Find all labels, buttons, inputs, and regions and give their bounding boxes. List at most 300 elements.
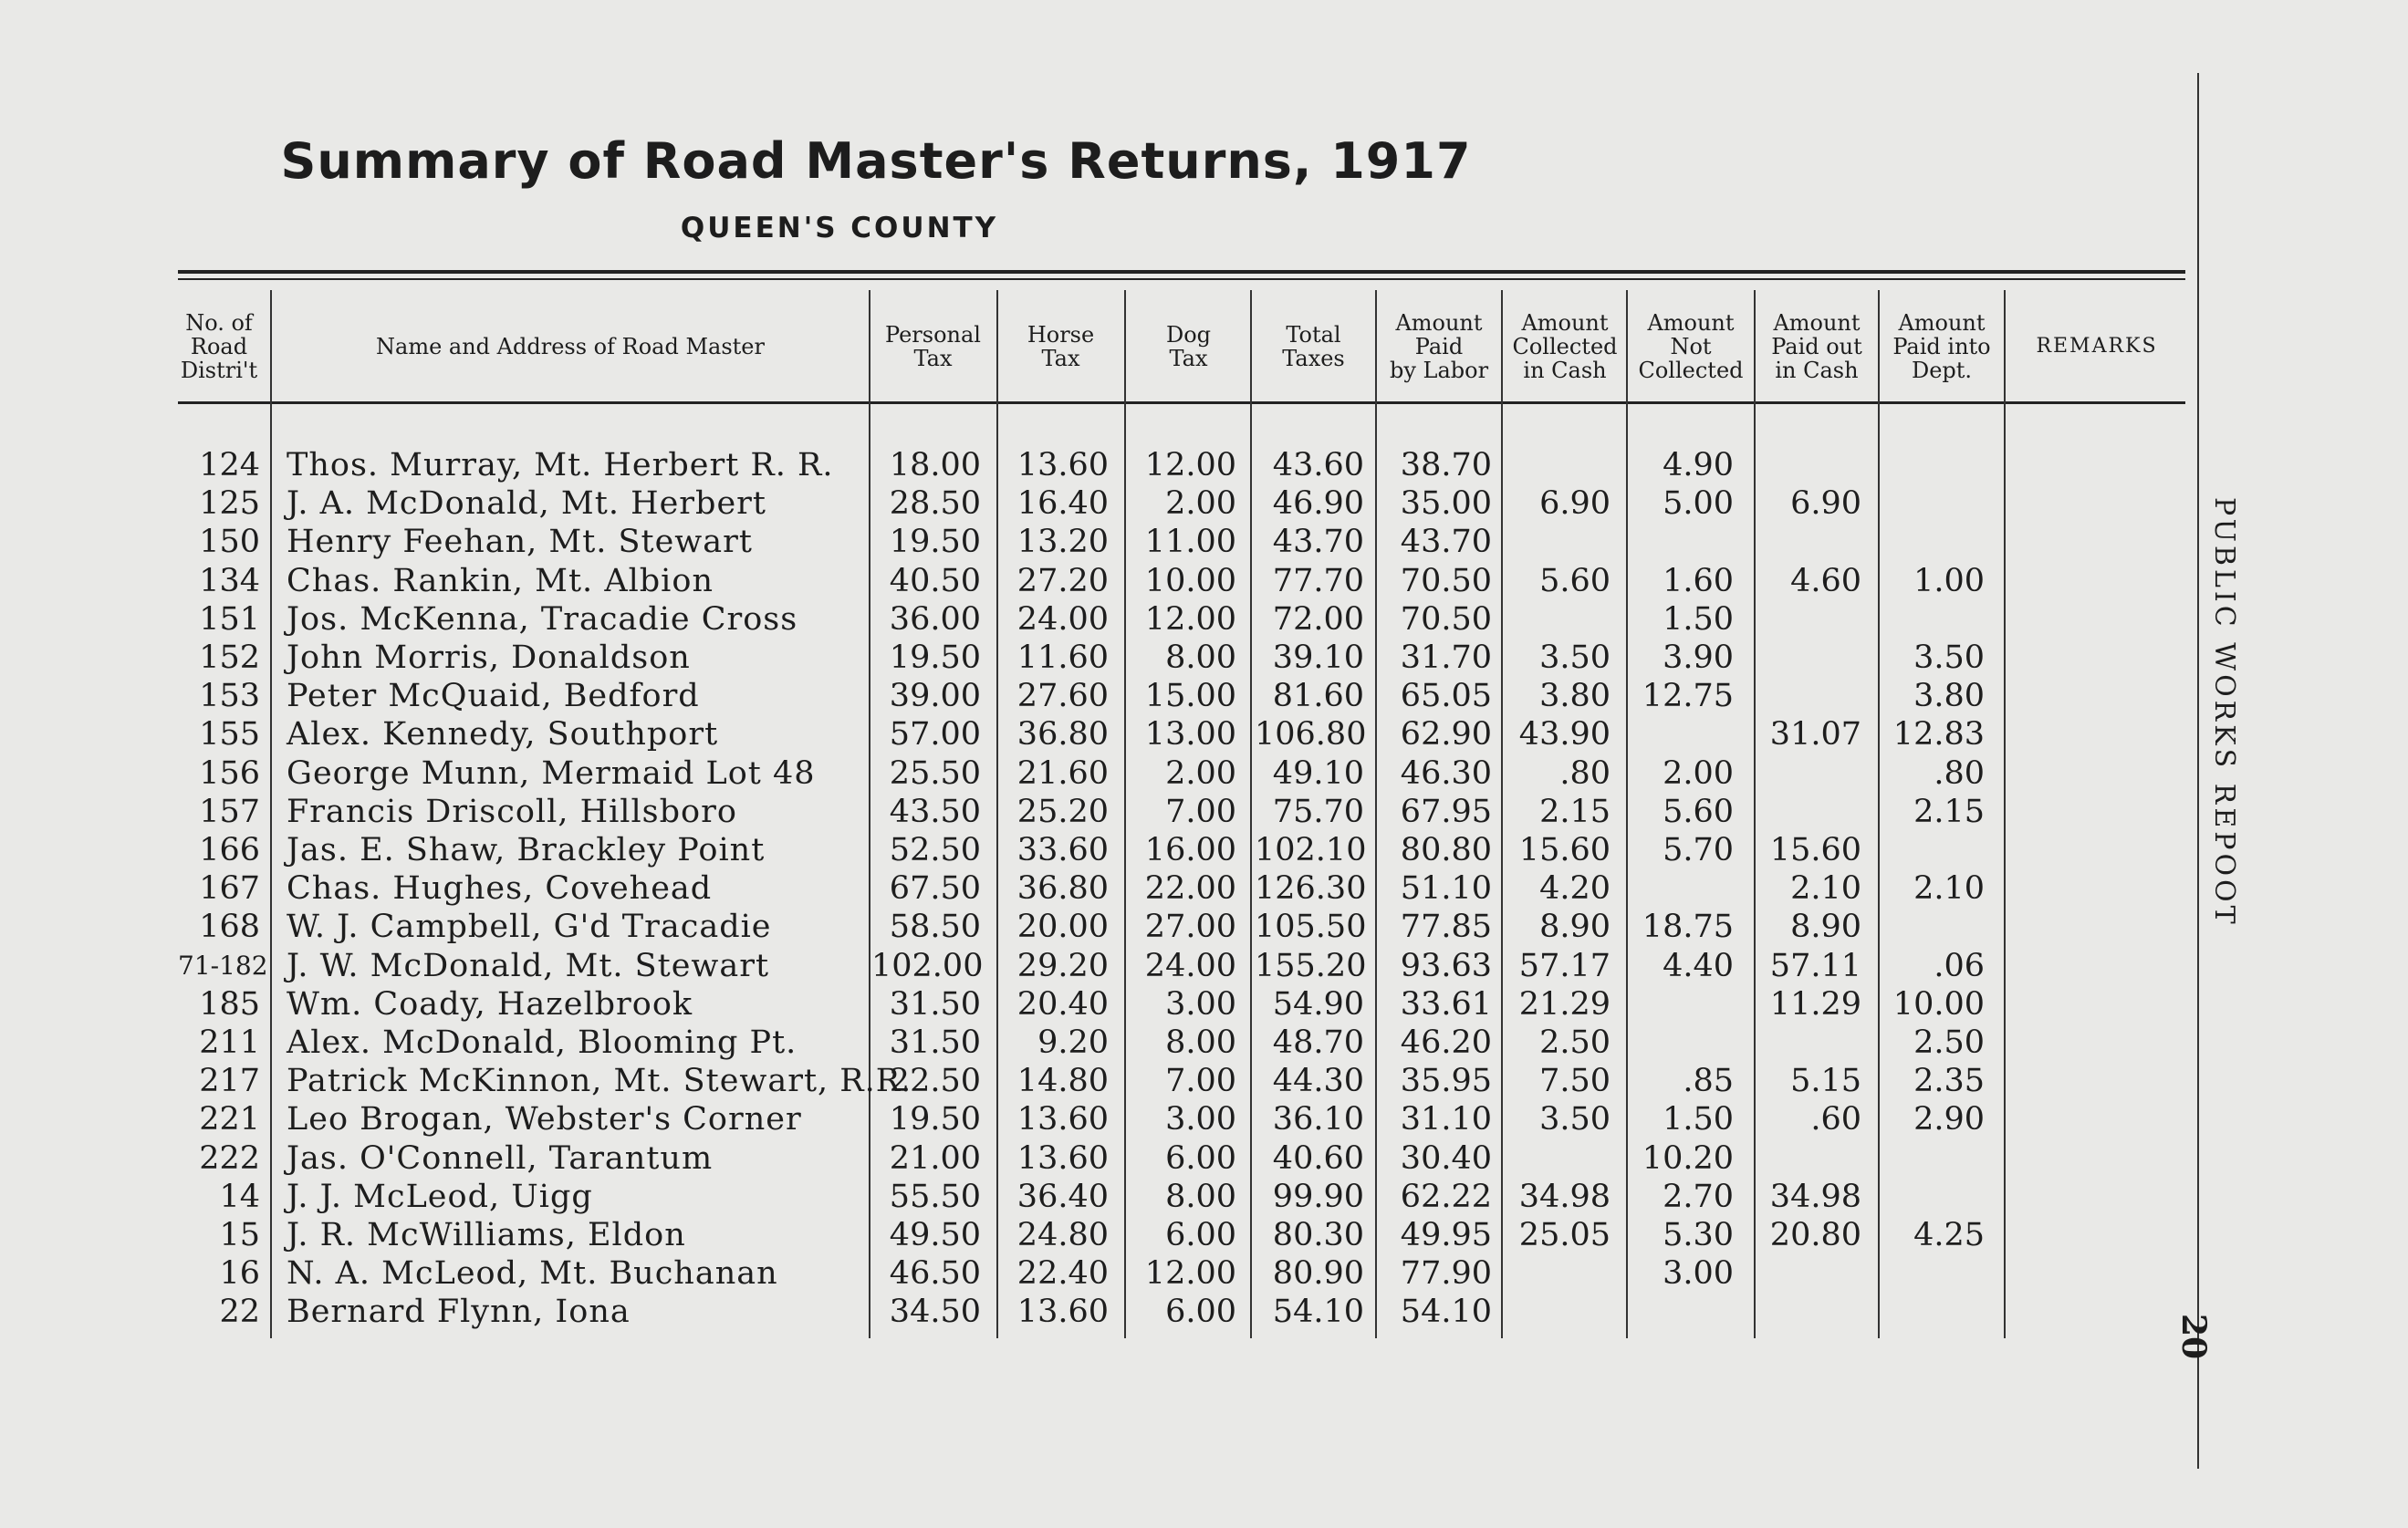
remarks-cell — [2007, 601, 2172, 638]
district-no-cell: 152 — [199, 639, 260, 676]
paid-out-in-cash-cell — [1756, 794, 1861, 830]
not-collected-cell — [1633, 1024, 1734, 1061]
horse-tax-cell: 27.60 — [1016, 678, 1109, 715]
collected-in-cash-cell — [1510, 447, 1611, 483]
paid-into-dept-cell: 3.50 — [1913, 639, 1985, 676]
remarks-cell — [2007, 1140, 2172, 1177]
remarks-cell — [2007, 986, 2172, 1023]
dog-tax-cell: 22.00 — [1144, 870, 1236, 908]
column-divider — [1124, 290, 1126, 1338]
total-taxes-cell: 43.60 — [1272, 447, 1364, 483]
district-no-cell: 167 — [199, 870, 260, 908]
paid-out-in-cash-cell: 31.07 — [1769, 716, 1861, 754]
page-number: 20 — [2174, 1314, 2213, 1360]
road-master-cell: Patrick McKinnon, Mt. Stewart, R.R. — [287, 1063, 912, 1100]
total-taxes-cell: 46.90 — [1272, 485, 1364, 523]
horse-tax-cell: 29.20 — [1016, 947, 1109, 984]
horse-tax-cell: 16.40 — [1016, 485, 1109, 523]
road-master-cell: George Munn, Mermaid Lot 48 — [287, 754, 816, 792]
district-no-cell: 124 — [199, 447, 260, 483]
district-no-cell: 222 — [199, 1139, 260, 1177]
personal-tax-cell: 52.50 — [889, 832, 981, 868]
dog-tax-cell: 8.00 — [1165, 1024, 1236, 1061]
personal-tax-cell: 55.50 — [889, 1178, 981, 1215]
not-collected-cell — [1633, 716, 1734, 753]
horse-tax-cell: 13.20 — [1016, 524, 1109, 561]
paid-by-labor-cell: 80.80 — [1400, 832, 1492, 868]
personal-tax-cell: 25.50 — [889, 754, 981, 792]
dog-tax-cell: 27.00 — [1144, 909, 1236, 946]
paid-by-labor-cell: 77.90 — [1400, 1255, 1492, 1293]
paid-out-in-cash-cell — [1756, 447, 1861, 483]
road-master-cell: Alex. Kennedy, Southport — [287, 716, 719, 754]
road-master-cell: Alex. McDonald, Blooming Pt. — [287, 1024, 797, 1061]
not-collected-cell: 10.20 — [1642, 1139, 1734, 1177]
paid-into-dept-cell — [1880, 447, 1985, 483]
road-master-cell: J. W. McDonald, Mt. Stewart — [287, 947, 770, 984]
collected-in-cash-cell: 25.05 — [1518, 1217, 1611, 1253]
paid-into-dept-cell: 12.83 — [1892, 716, 1985, 754]
personal-tax-cell: 28.50 — [889, 485, 981, 523]
paid-out-in-cash-cell: 6.90 — [1790, 485, 1861, 523]
paid-by-labor-cell: 70.50 — [1400, 562, 1492, 599]
remarks-cell — [2007, 1255, 2172, 1292]
header-bottom-rule — [178, 401, 2185, 404]
personal-tax-cell: 39.00 — [889, 678, 981, 715]
horse-tax-cell: 22.40 — [1016, 1255, 1109, 1293]
personal-tax-cell: 34.50 — [889, 1294, 981, 1331]
column-divider — [1375, 290, 1377, 1338]
paid-by-labor-cell: 65.05 — [1400, 678, 1492, 715]
horse-tax-cell: 36.80 — [1016, 870, 1109, 908]
paid-out-in-cash-cell — [1756, 678, 1861, 714]
paid-into-dept-cell: 2.90 — [1913, 1101, 1985, 1138]
total-taxes-cell: 126.30 — [1255, 870, 1367, 908]
remarks-cell — [2007, 832, 2172, 868]
header-horse-tax: Horse Tax — [1027, 322, 1095, 371]
not-collected-cell: 5.60 — [1663, 793, 1734, 830]
paid-into-dept-cell — [1880, 601, 1985, 638]
top-rule-thin — [178, 278, 2185, 280]
not-collected-cell: 5.00 — [1663, 485, 1734, 523]
header-remarks: REMARKS — [2036, 335, 2158, 358]
paid-by-labor-cell: 51.10 — [1400, 870, 1492, 908]
column-divider — [996, 290, 998, 1338]
dog-tax-cell: 11.00 — [1144, 524, 1236, 561]
not-collected-cell: 12.75 — [1642, 678, 1734, 715]
not-collected-cell — [1633, 524, 1734, 560]
personal-tax-cell: 46.50 — [889, 1255, 981, 1293]
dog-tax-cell: 12.00 — [1144, 447, 1236, 483]
horse-tax-cell: 33.60 — [1016, 832, 1109, 868]
paid-into-dept-cell — [1880, 832, 1985, 868]
district-no-cell: 150 — [199, 524, 260, 561]
collected-in-cash-cell: 21.29 — [1518, 985, 1611, 1023]
dog-tax-cell: 24.00 — [1144, 947, 1236, 984]
paid-into-dept-cell: 10.00 — [1892, 985, 1985, 1023]
paid-into-dept-cell — [1880, 1179, 1985, 1215]
personal-tax-cell: 49.50 — [889, 1217, 981, 1253]
dog-tax-cell: 8.00 — [1165, 1178, 1236, 1215]
dog-tax-cell: 10.00 — [1144, 562, 1236, 599]
horse-tax-cell: 9.20 — [1037, 1024, 1109, 1061]
personal-tax-cell: 21.00 — [889, 1139, 981, 1177]
paid-out-in-cash-cell: 57.11 — [1769, 947, 1861, 984]
road-master-cell: Francis Driscoll, Hillsboro — [287, 793, 737, 830]
paid-out-in-cash-cell: 15.60 — [1769, 832, 1861, 868]
district-no-cell: 15 — [219, 1217, 260, 1253]
personal-tax-cell: 19.50 — [889, 1101, 981, 1138]
personal-tax-cell: 57.00 — [889, 716, 981, 754]
header-paid-out-in-cash: Amount Paid out in Cash — [1771, 310, 1862, 383]
paid-by-labor-cell: 77.85 — [1400, 909, 1492, 946]
horse-tax-cell: 13.60 — [1016, 1139, 1109, 1177]
paid-out-in-cash-cell: 8.90 — [1790, 909, 1861, 946]
paid-out-in-cash-cell — [1756, 1024, 1861, 1061]
total-taxes-cell: 39.10 — [1272, 639, 1364, 676]
remarks-cell — [2007, 909, 2172, 945]
header-dog-tax: Dog Tax — [1165, 322, 1212, 371]
district-no-cell: 217 — [199, 1063, 260, 1100]
horse-tax-cell: 36.80 — [1016, 716, 1109, 754]
remarks-cell — [2007, 485, 2172, 522]
not-collected-cell: 2.70 — [1663, 1178, 1734, 1215]
total-taxes-cell: 54.90 — [1272, 985, 1364, 1023]
column-divider — [1754, 290, 1756, 1338]
column-divider — [1501, 290, 1503, 1338]
paid-by-labor-cell: 62.22 — [1400, 1178, 1492, 1215]
remarks-cell — [2007, 524, 2172, 560]
collected-in-cash-cell: 5.60 — [1539, 562, 1611, 599]
paid-out-in-cash-cell: 2.10 — [1790, 870, 1861, 908]
paid-into-dept-cell — [1880, 1294, 1985, 1330]
collected-in-cash-cell: 57.17 — [1518, 947, 1611, 984]
collected-in-cash-cell: 4.20 — [1539, 870, 1611, 908]
paid-out-in-cash-cell — [1756, 601, 1861, 638]
collected-in-cash-cell: 2.50 — [1539, 1024, 1611, 1061]
personal-tax-cell: 31.50 — [889, 1024, 981, 1061]
road-master-cell: Thos. Murray, Mt. Herbert R. R. — [287, 447, 834, 483]
district-no-cell: 71-182 — [178, 950, 268, 981]
paid-by-labor-cell: 31.10 — [1400, 1101, 1492, 1138]
dog-tax-cell: 6.00 — [1165, 1139, 1236, 1177]
paid-into-dept-cell: 2.50 — [1913, 1024, 1985, 1061]
collected-in-cash-cell — [1510, 601, 1611, 638]
district-no-cell: 155 — [199, 716, 260, 754]
dog-tax-cell: 6.00 — [1165, 1294, 1236, 1331]
personal-tax-cell: 67.50 — [889, 870, 981, 908]
not-collected-cell: 1.60 — [1663, 562, 1734, 599]
paid-out-in-cash-cell — [1756, 1294, 1861, 1330]
paid-into-dept-cell: 2.15 — [1913, 793, 1985, 830]
total-taxes-cell: 44.30 — [1272, 1063, 1364, 1100]
horse-tax-cell: 13.60 — [1016, 1101, 1109, 1138]
paid-by-labor-cell: 33.61 — [1400, 985, 1492, 1023]
paid-by-labor-cell: 30.40 — [1400, 1139, 1492, 1177]
horse-tax-cell: 11.60 — [1016, 639, 1109, 676]
total-taxes-cell: 99.90 — [1272, 1178, 1364, 1215]
collected-in-cash-cell: 3.80 — [1539, 678, 1611, 715]
paid-by-labor-cell: 35.95 — [1400, 1063, 1492, 1100]
total-taxes-cell: 102.10 — [1255, 832, 1367, 868]
road-master-cell: J. J. McLeod, Uigg — [287, 1178, 593, 1215]
collected-in-cash-cell — [1510, 1294, 1611, 1330]
district-no-cell: 134 — [199, 562, 260, 599]
dog-tax-cell: 7.00 — [1165, 1063, 1236, 1100]
total-taxes-cell: 43.70 — [1272, 524, 1364, 561]
district-no-cell: 168 — [199, 909, 260, 946]
horse-tax-cell: 27.20 — [1016, 562, 1109, 599]
collected-in-cash-cell: 43.90 — [1518, 716, 1611, 754]
total-taxes-cell: 105.50 — [1255, 909, 1367, 946]
not-collected-cell — [1633, 870, 1734, 907]
road-master-cell: W. J. Campbell, G'd Tracadie — [287, 909, 772, 946]
paid-into-dept-cell: 4.25 — [1913, 1217, 1985, 1253]
district-no-cell: 22 — [219, 1294, 260, 1331]
dog-tax-cell: 16.00 — [1144, 832, 1236, 868]
paid-out-in-cash-cell: 20.80 — [1769, 1217, 1861, 1253]
paid-into-dept-cell — [1880, 485, 1985, 522]
paid-by-labor-cell: 54.10 — [1400, 1294, 1492, 1331]
dog-tax-cell: 7.00 — [1165, 793, 1236, 830]
not-collected-cell: 1.50 — [1663, 600, 1734, 638]
paid-out-in-cash-cell: 4.60 — [1790, 562, 1861, 599]
district-no-cell: 153 — [199, 678, 260, 715]
personal-tax-cell: 36.00 — [889, 600, 981, 638]
dog-tax-cell: 13.00 — [1144, 716, 1236, 754]
paid-out-in-cash-cell — [1756, 524, 1861, 560]
total-taxes-cell: 40.60 — [1272, 1139, 1364, 1177]
remarks-cell — [2007, 447, 2172, 483]
paid-by-labor-cell: 46.30 — [1400, 754, 1492, 792]
paid-out-in-cash-cell — [1756, 755, 1861, 792]
not-collected-cell: 3.00 — [1663, 1255, 1734, 1293]
horse-tax-cell: 13.60 — [1016, 1294, 1109, 1331]
collected-in-cash-cell: 3.50 — [1539, 639, 1611, 676]
remarks-cell — [2007, 1024, 2172, 1061]
road-master-cell: Jas. E. Shaw, Brackley Point — [287, 832, 766, 868]
road-master-cell: Jos. McKenna, Tracadie Cross — [287, 600, 798, 638]
district-no-cell: 157 — [199, 793, 260, 830]
top-rule-thick — [178, 270, 2185, 274]
road-master-cell: John Morris, Donaldson — [287, 639, 691, 676]
district-no-cell: 125 — [199, 485, 260, 523]
collected-in-cash-cell: .80 — [1559, 754, 1611, 792]
paid-by-labor-cell: 67.95 — [1400, 793, 1492, 830]
road-master-cell: Jas. O'Connell, Tarantum — [287, 1139, 714, 1177]
district-no-cell: 16 — [219, 1255, 260, 1293]
paid-out-in-cash-cell — [1756, 1140, 1861, 1177]
paid-out-in-cash-cell: 34.98 — [1769, 1178, 1861, 1215]
paid-by-labor-cell: 43.70 — [1400, 524, 1492, 561]
header-road-master: Name and Address of Road Master — [376, 334, 765, 359]
not-collected-cell: 2.00 — [1663, 754, 1734, 792]
horse-tax-cell: 36.40 — [1016, 1178, 1109, 1215]
remarks-cell — [2007, 755, 2172, 792]
paid-by-labor-cell: 31.70 — [1400, 639, 1492, 676]
paid-out-in-cash-cell: 5.15 — [1790, 1063, 1861, 1100]
not-collected-cell: 4.90 — [1663, 447, 1734, 483]
district-no-cell: 156 — [199, 754, 260, 792]
district-no-cell: 14 — [219, 1178, 260, 1215]
column-divider — [270, 290, 272, 1338]
not-collected-cell: .85 — [1683, 1063, 1734, 1100]
collected-in-cash-cell: 3.50 — [1539, 1101, 1611, 1138]
paid-by-labor-cell: 35.00 — [1400, 485, 1492, 523]
header-paid-into-dept: Amount Paid into Dept. — [1892, 310, 1991, 383]
header-paid-by-labor: Amount Paid by Labor — [1389, 310, 1489, 383]
not-collected-cell — [1633, 1294, 1734, 1330]
paid-by-labor-cell: 70.50 — [1400, 600, 1492, 638]
paid-into-dept-cell — [1880, 524, 1985, 560]
not-collected-cell: 5.30 — [1663, 1217, 1734, 1253]
total-taxes-cell: 48.70 — [1272, 1024, 1364, 1061]
road-master-cell: Bernard Flynn, Iona — [287, 1294, 631, 1331]
remarks-cell — [2007, 716, 2172, 753]
remarks-cell — [2007, 1179, 2172, 1215]
horse-tax-cell: 14.80 — [1016, 1063, 1109, 1100]
horse-tax-cell: 21.60 — [1016, 754, 1109, 792]
paid-by-labor-cell: 62.90 — [1400, 716, 1492, 754]
total-taxes-cell: 80.30 — [1272, 1217, 1364, 1253]
collected-in-cash-cell: 8.90 — [1539, 909, 1611, 946]
road-master-cell: Leo Brogan, Webster's Corner — [287, 1101, 802, 1138]
not-collected-cell: 18.75 — [1642, 909, 1734, 946]
paid-into-dept-cell: 2.35 — [1913, 1063, 1985, 1100]
paid-out-in-cash-cell: .60 — [1810, 1101, 1861, 1138]
horse-tax-cell: 20.40 — [1016, 985, 1109, 1023]
total-taxes-cell: 80.90 — [1272, 1255, 1364, 1293]
personal-tax-cell: 102.00 — [871, 947, 984, 984]
paid-by-labor-cell: 38.70 — [1400, 447, 1492, 483]
paid-into-dept-cell: 3.80 — [1913, 678, 1985, 715]
road-master-cell: Peter McQuaid, Bedford — [287, 678, 700, 715]
dog-tax-cell: 15.00 — [1144, 678, 1236, 715]
dog-tax-cell: 12.00 — [1144, 1255, 1236, 1293]
header-district-no: No. of Road Distri't — [180, 310, 258, 383]
remarks-cell — [2007, 1063, 2172, 1099]
paid-into-dept-cell — [1880, 909, 1985, 945]
paid-by-labor-cell: 93.63 — [1400, 947, 1492, 984]
page-title: Summary of Road Master's Returns, 1917 — [280, 132, 1472, 190]
collected-in-cash-cell — [1510, 1255, 1611, 1292]
paid-by-labor-cell: 46.20 — [1400, 1024, 1492, 1061]
paid-into-dept-cell: 2.10 — [1913, 870, 1985, 908]
road-master-cell: Chas. Rankin, Mt. Albion — [287, 562, 714, 599]
district-no-cell: 185 — [199, 985, 260, 1023]
district-no-cell: 211 — [199, 1024, 260, 1061]
header-collected-in-cash: Amount Collected in Cash — [1512, 310, 1618, 383]
horse-tax-cell: 25.20 — [1016, 793, 1109, 830]
total-taxes-cell: 54.10 — [1272, 1294, 1364, 1331]
remarks-cell — [2007, 639, 2172, 676]
personal-tax-cell: 22.50 — [889, 1063, 981, 1100]
remarks-cell — [2007, 563, 2172, 599]
personal-tax-cell: 19.50 — [889, 524, 981, 561]
personal-tax-cell: 40.50 — [889, 562, 981, 599]
not-collected-cell: 3.90 — [1663, 639, 1734, 676]
horse-tax-cell: 13.60 — [1016, 447, 1109, 483]
personal-tax-cell: 19.50 — [889, 639, 981, 676]
road-master-cell: N. A. McLeod, Mt. Buchanan — [287, 1255, 778, 1293]
district-no-cell: 151 — [199, 600, 260, 638]
header-not-collected: Amount Not Collected — [1638, 310, 1744, 383]
horse-tax-cell: 20.00 — [1016, 909, 1109, 946]
horse-tax-cell: 24.00 — [1016, 600, 1109, 638]
column-divider — [2004, 290, 2006, 1338]
sidebar-running-title: PUBLIC WORKS REPOOT — [2208, 497, 2240, 928]
personal-tax-cell: 43.50 — [889, 793, 981, 830]
collected-in-cash-cell — [1510, 524, 1611, 560]
collected-in-cash-cell: 6.90 — [1539, 485, 1611, 523]
remarks-cell — [2007, 678, 2172, 714]
remarks-cell — [2007, 1294, 2172, 1330]
dog-tax-cell: 3.00 — [1165, 985, 1236, 1023]
total-taxes-cell: 36.10 — [1272, 1101, 1364, 1138]
paid-into-dept-cell: .06 — [1934, 947, 1985, 984]
not-collected-cell: 1.50 — [1663, 1101, 1734, 1138]
not-collected-cell — [1633, 986, 1734, 1023]
total-taxes-cell: 49.10 — [1272, 754, 1364, 792]
road-master-cell: Wm. Coady, Hazelbrook — [287, 985, 693, 1023]
dog-tax-cell: 8.00 — [1165, 639, 1236, 676]
road-master-cell: J. R. McWilliams, Eldon — [287, 1217, 686, 1253]
column-divider — [1250, 290, 1252, 1338]
road-master-cell: Chas. Hughes, Covehead — [287, 870, 713, 908]
collected-in-cash-cell: 2.15 — [1539, 793, 1611, 830]
total-taxes-cell: 72.00 — [1272, 600, 1364, 638]
not-collected-cell: 5.70 — [1663, 832, 1734, 868]
collected-in-cash-cell: 15.60 — [1518, 832, 1611, 868]
district-no-cell: 166 — [199, 832, 260, 868]
dog-tax-cell: 2.00 — [1165, 485, 1236, 523]
paid-out-in-cash-cell: 11.29 — [1769, 985, 1861, 1023]
total-taxes-cell: 75.70 — [1272, 793, 1364, 830]
column-divider — [1626, 290, 1628, 1338]
county-subtitle: QUEEN'S COUNTY — [680, 212, 999, 244]
dog-tax-cell: 12.00 — [1144, 600, 1236, 638]
paid-out-in-cash-cell — [1756, 1255, 1861, 1292]
personal-tax-cell: 58.50 — [889, 909, 981, 946]
dog-tax-cell: 6.00 — [1165, 1217, 1236, 1253]
collected-in-cash-cell — [1510, 1140, 1611, 1177]
total-taxes-cell: 106.80 — [1255, 716, 1367, 754]
horse-tax-cell: 24.80 — [1016, 1217, 1109, 1253]
paid-into-dept-cell: 1.00 — [1913, 562, 1985, 599]
remarks-cell — [2007, 794, 2172, 830]
remarks-cell — [2007, 870, 2172, 907]
paid-out-in-cash-cell — [1756, 639, 1861, 676]
paid-into-dept-cell: .80 — [1934, 754, 1985, 792]
dog-tax-cell: 2.00 — [1165, 754, 1236, 792]
dog-tax-cell: 3.00 — [1165, 1101, 1236, 1138]
total-taxes-cell: 81.60 — [1272, 678, 1364, 715]
total-taxes-cell: 77.70 — [1272, 562, 1364, 599]
header-personal-tax: Personal Tax — [885, 322, 981, 371]
collected-in-cash-cell: 34.98 — [1518, 1178, 1611, 1215]
not-collected-cell: 4.40 — [1663, 947, 1734, 984]
remarks-cell — [2007, 1217, 2172, 1253]
header-total-taxes: Total Taxes — [1282, 322, 1345, 371]
personal-tax-cell: 18.00 — [889, 447, 981, 483]
paid-by-labor-cell: 49.95 — [1400, 1217, 1492, 1253]
road-master-cell: J. A. McDonald, Mt. Herbert — [287, 485, 766, 523]
collected-in-cash-cell: 7.50 — [1539, 1063, 1611, 1100]
paid-into-dept-cell — [1880, 1255, 1985, 1292]
paid-into-dept-cell — [1880, 1140, 1985, 1177]
total-taxes-cell: 155.20 — [1255, 947, 1367, 984]
remarks-cell — [2007, 948, 2172, 984]
